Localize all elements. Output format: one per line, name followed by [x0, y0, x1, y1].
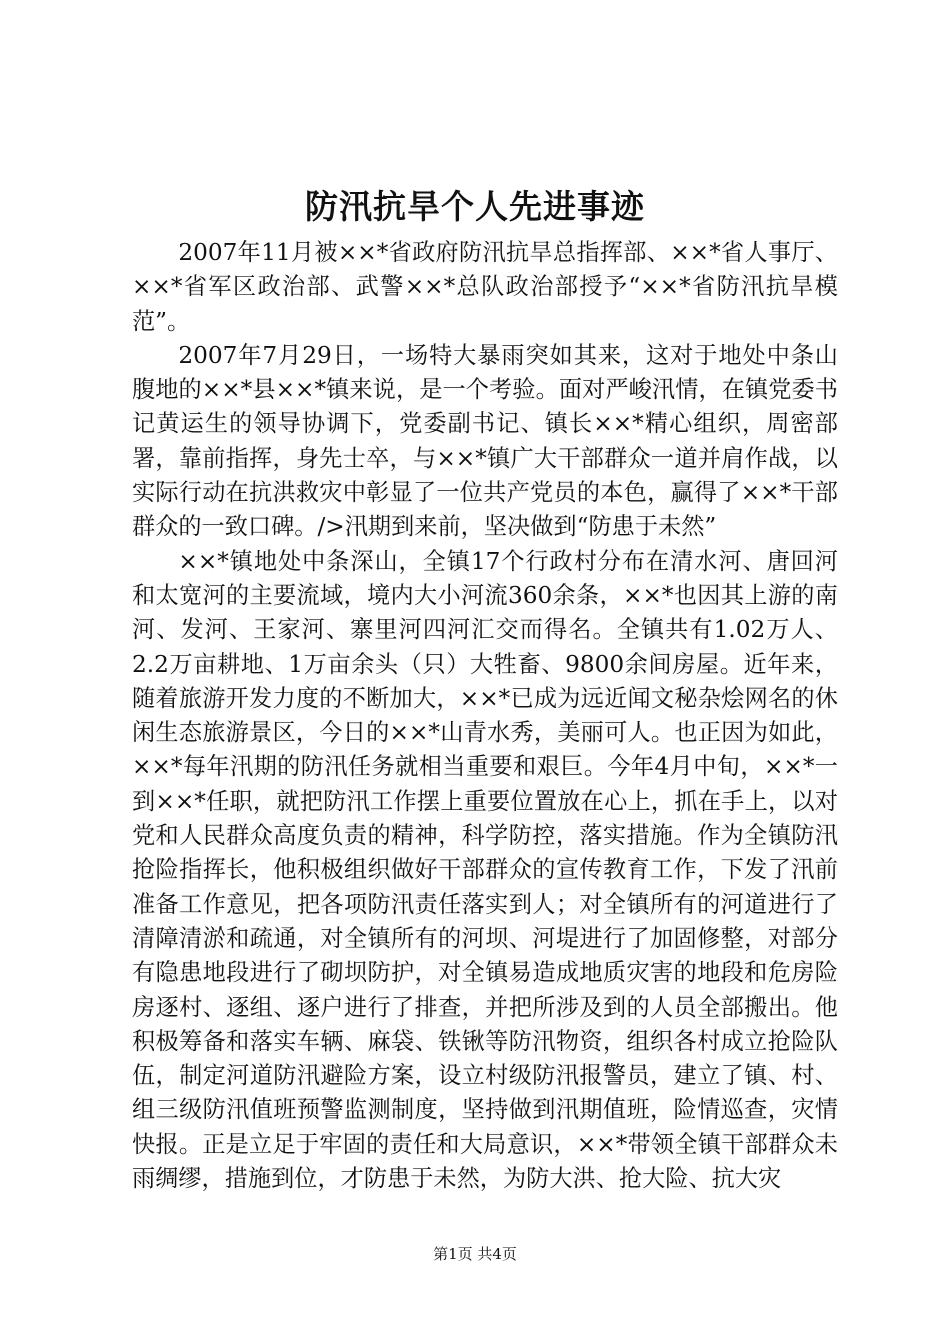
paragraph-award: 2007年11月被××*省政府防汛抗旱总指挥部、××*省人事厅、××*省军区政治部、武警××*总队政治部授予“××*省防汛抗旱模范”。 — [132, 239, 838, 335]
paragraph-town: ××*镇地处中条深山，全镇17个行政村分布在清水河、唐回河和太宽河的主要流域，境内大小河流360余条，××*也因其上游的南河、发河、王家河、寨里河四河汇交而得名。全镇共有1.02万人、2.2万亩耕地、1万亩余头（只）大牲畜、9800余间房屋。近年来，随着旅游开发力度的不断加大，××*已成为远近闻文秘杂烩网名的休闲生态旅游景区，今日的××*山青水秀，美丽可人。也正因为如此，××*每年汛期的防汛任务就相当重要和艰巨。今年4月中旬，××*一到××*任职，就把防汛工作摆上重要位置放在心上，抓在手上，以对党和人民群众高度负责的精神，科学防控，落实措施。作为全镇防汛抢险指挥长，他积极组织做好干部群众的宣传教育工作，下发了汛前准备工作意见，把各项防汛责任落实到人；对全镇所有的河道进行了清障清淤和疏通，对全镇所有的河坝、河堤进行了加固修整，对部分有隐患地段进行了砌坝防护，对全镇易造成地质灾害的地段和危房险房逐村、逐组、逐户进行了排查，并把所涉及到的人员全部搬出。他积极筹备和落实车辆、麻袋、铁锹等防汛物资，组织各村成立抢险队伍，制定河道防汛避险方案，设立村级防汛报警员，建立了镇、村、组三级防汛值班预警监测制度，坚持做到汛期值班，险情巡查，灾情快报。正是立足于牢固的责任和大局意识，××*带领全镇干部群众未雨绸缪，措施到位，才防患于未然，为防大洪、抢大险、抗大灾 — [132, 547, 838, 1193]
page-number: 第1页 共4页 — [433, 1245, 517, 1263]
document-body — [132, 236, 838, 1196]
document-title: 防汛抗旱个人先进事迹 — [305, 187, 645, 226]
paragraph-storm: 2007年7月29日，一场特大暴雨突如其来，这对于地处中条山腹地的××*县××*镇来说，是一个考验。面对严峻汛情，在镇党委书记黄运生的领导协调下，党委副书记、镇长××*精心组织，周密部署，靠前指挥，身先士卒，与××*镇广大干部群众一道并肩作战，以实际行动在抗洪救灾中彰显了一位共产党员的本色，赢得了××*干部群众的一致口碑。/>汛期到来前，坚决做到“防患于未然” — [132, 341, 838, 541]
